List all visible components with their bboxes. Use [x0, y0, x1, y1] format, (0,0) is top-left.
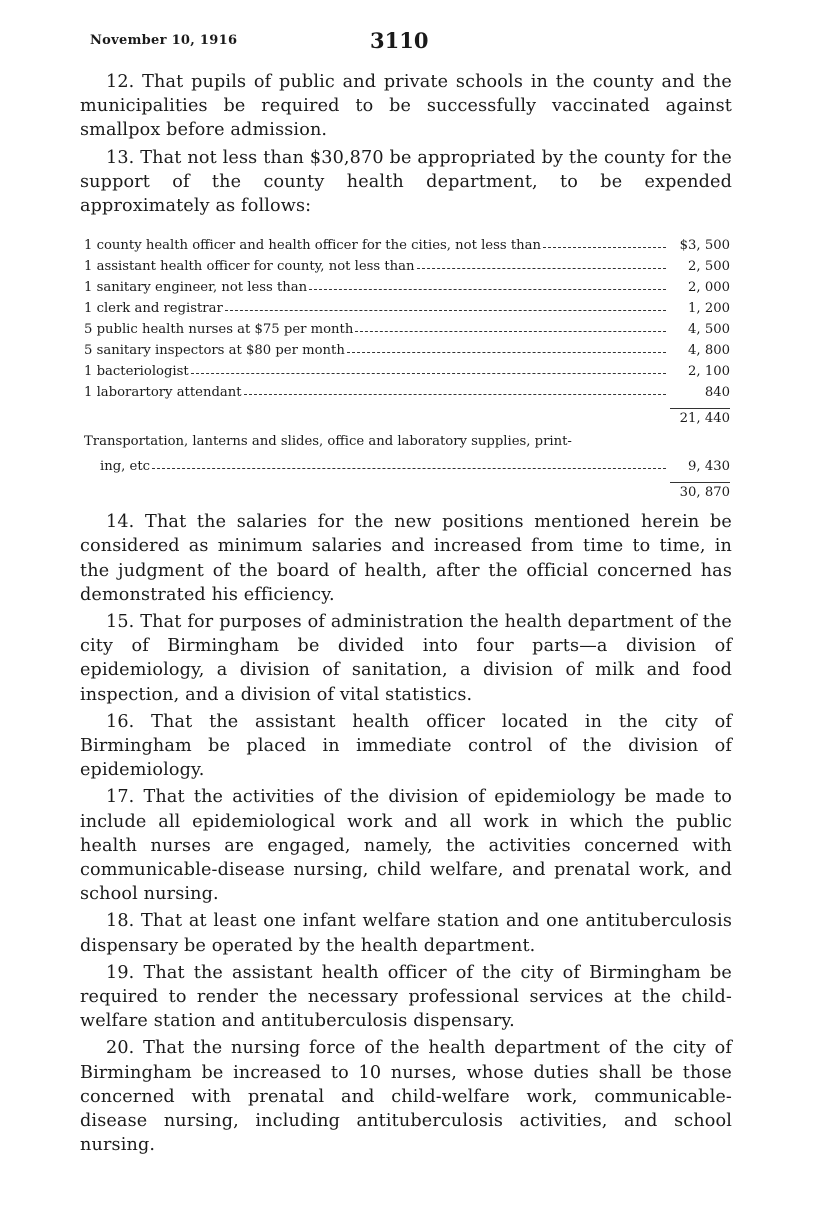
leader-dots — [191, 373, 666, 374]
budget-row — [84, 316, 730, 337]
budget-item-amount: 4, 800 — [688, 343, 730, 359]
other-expenses-desc-cont: ing, etc — [100, 459, 151, 475]
paragraph-19: 19. That the assistant health officer of the city of Birmingham be required to render the necessary professional services at the child-welfare station and antituberculosis dispensary. — [80, 962, 732, 1032]
budget-item-desc: 1 sanitary engineer, not less than — [84, 280, 308, 296]
budget-item-amount: $3, 500 — [679, 238, 730, 254]
leader-dots — [309, 289, 666, 290]
leader-dots — [225, 310, 666, 311]
paragraph-14: 14. That the salaries for the new positions mentioned herein be considered as minimum salaries and increased from time to time, in the judgment of the board of health, after the official concerned has demonstrated his efficiency. — [80, 512, 732, 605]
budget-item-desc: 5 public health nurses at $75 per month — [84, 322, 354, 338]
paragraph-13: 13. That not less than $30,870 be appropriated by the county for the support of the county health department, to be expended approximately as follows: — [80, 147, 732, 217]
budget-row — [84, 295, 730, 316]
subtotal-amount: 21, 440 — [670, 408, 730, 426]
budget-item-amount: 4, 500 — [688, 322, 730, 338]
leader-dots — [543, 247, 666, 248]
page-number: 3110 — [370, 28, 429, 53]
header-date: November 10, 1916 — [90, 33, 238, 48]
budget-table — [84, 232, 730, 500]
budget-item-desc: 1 assistant health officer for county, not less than — [84, 259, 415, 275]
budget-item-desc: 1 bacteriologist — [84, 364, 189, 380]
budget-item-desc: 1 clerk and registrar — [84, 301, 223, 317]
budget-row — [84, 358, 730, 379]
page-header — [80, 28, 732, 62]
budget-row — [84, 379, 730, 400]
paragraph-18: 18. That at least one infant welfare station and one antituberculosis dispensary be operated by the health department. — [80, 911, 732, 956]
paragraph-16: 16. That the assistant health officer located in the city of Birmingham be placed in immediate control of the division of epidemiology. — [80, 711, 732, 781]
budget-item-desc: 5 sanitary inspectors at $80 per month — [84, 343, 345, 359]
subtotal-row — [84, 400, 730, 426]
total-amount: 30, 870 — [670, 482, 730, 500]
budget-item-amount: 2, 100 — [688, 364, 730, 380]
budget-item-desc: 1 county health officer and health officer for the cities, not less than — [84, 238, 541, 254]
budget-row — [84, 337, 730, 358]
budget-row — [84, 253, 730, 274]
other-expenses-row — [84, 452, 730, 474]
paragraph-12: 12. That pupils of public and private schools in the county and the municipalities be required to be successfully vaccinated against smallpox before admission. — [80, 72, 732, 141]
other-expenses-desc: Transportation, lanterns and slides, office and laboratory supplies, print- — [84, 434, 572, 450]
leader-dots — [152, 468, 666, 469]
paragraph-15: 15. That for purposes of administration the health department of the city of Birmingham be divided into four parts—a division of epidemiology, a division of sanitation, a division of milk and food inspection, and a division of vital statistics. — [80, 612, 732, 705]
leader-dots — [244, 394, 666, 395]
paragraph-20: 20. That the nursing force of the health department of the city of Birmingham be increased to 10 nurses, whose duties shall be those concerned with prenatal and child-welfare work, communicable-disease nursing, including antituberculosis activities, and school nursing. — [80, 1038, 732, 1156]
document-page — [80, 28, 732, 1161]
leader-dots — [417, 268, 666, 269]
other-expenses-amount: 9, 430 — [688, 459, 730, 475]
budget-row — [84, 232, 730, 253]
budget-row — [84, 274, 730, 295]
budget-item-desc: 1 laborartory attendant — [84, 385, 242, 401]
budget-item-amount: 2, 000 — [688, 280, 730, 296]
paragraph-17: 17. That the activities of the division of epidemiology be made to include all epidemiological work and all work in which the public health nurses are engaged, namely, the activities concerned with communicable-disease nursing, child welfare, and prenatal work, and school nursing. — [80, 787, 732, 905]
budget-item-amount: 2, 500 — [688, 259, 730, 275]
total-row — [84, 474, 730, 500]
budget-item-amount: 1, 200 — [688, 301, 730, 317]
leader-dots — [347, 352, 666, 353]
leader-dots — [355, 331, 666, 332]
budget-item-amount: 840 — [704, 385, 730, 401]
